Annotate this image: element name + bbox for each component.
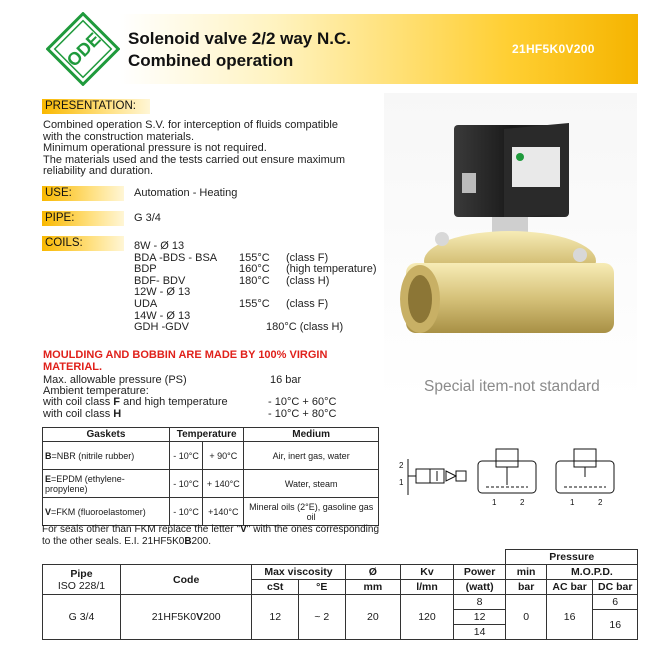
product-code: 21HF5K0V200 [512, 42, 595, 56]
warning-line: MOULDING AND BOBBIN ARE MADE BY 100% VIRGIN [43, 349, 328, 361]
coil-temp: 160°C [239, 263, 270, 276]
ambient-h-class: H [113, 407, 122, 420]
temperature-header: Temperature [170, 428, 244, 442]
coil-temp: 155°C [239, 297, 270, 310]
coil-class: (class H) [286, 274, 330, 287]
coil-type: BDA -BDS - BSA [134, 251, 218, 264]
presentation-text [43, 120, 345, 178]
product-photo [384, 93, 637, 401]
power-value: 12 [453, 610, 506, 625]
dc-value: 6 [593, 595, 638, 610]
pipe-label: PIPE: [42, 211, 124, 226]
presentation-line: with the construction materials. [43, 130, 195, 143]
e-value: ~ 2 [299, 595, 346, 640]
ambient-f-class: F [113, 396, 121, 409]
coil-temp: 155°C [239, 251, 270, 264]
gasket-table-header [43, 428, 379, 442]
coil-temp: 180°C (class H) [266, 321, 344, 334]
dc-header: DC bar [593, 580, 638, 595]
material-warning [43, 349, 327, 373]
pressure-header: Pressure [506, 550, 638, 565]
specs [43, 375, 336, 420]
gasket-tmax: +140°C [203, 498, 244, 526]
gasket-medium: Water, steam [244, 470, 379, 498]
spec-table [42, 549, 638, 640]
gasket-code: E [45, 473, 52, 484]
kv-header: Kv [401, 565, 454, 580]
ambient-f-pre: with coil class [43, 396, 114, 409]
presentation-label: PRESENTATION: [42, 99, 150, 114]
bar-header: bar [506, 580, 546, 595]
min-value: 0 [506, 595, 546, 640]
presentation-line: The materials used and the tests carried out ensure maximum [43, 153, 346, 166]
use-label: USE: [42, 186, 124, 201]
diameter-header: Ø [345, 565, 401, 580]
use-value: Automation - Heating [134, 187, 238, 199]
ambient-h-pre: with coil class [43, 407, 114, 420]
dc-value: 16 [593, 610, 638, 640]
logo-text: ODE [62, 28, 105, 71]
min-header: min [506, 565, 546, 580]
lmn-header: l/mn [401, 580, 454, 595]
coil-type: GDH -GDV [134, 321, 189, 334]
port-1-label: 1 [492, 498, 497, 507]
coil-type: BDP [134, 263, 157, 276]
port-2-label: 2 [598, 498, 603, 507]
presentation-line: Combined operation S.V. for interception of fluids compatible [43, 119, 338, 131]
table-row [43, 595, 638, 610]
pipe-subheader: ISO 228/1 [57, 579, 106, 592]
page-title [128, 28, 351, 72]
mm-header: mm [345, 580, 401, 595]
power-header: Power [453, 565, 506, 580]
port-2-label: 2 [520, 498, 525, 507]
coil-row [134, 322, 377, 334]
gaskets-header: Gaskets [43, 428, 170, 442]
max-pressure-value: 16 bar [270, 374, 302, 386]
coil-type: 12W - Ø 13 [134, 286, 191, 299]
valve-section-open [554, 447, 616, 507]
gasket-name: =NBR (nitrile rubber) [51, 450, 135, 461]
kv-value: 120 [401, 595, 454, 640]
presentation-line: reliability and duration. [43, 165, 154, 178]
port-1-label: 1 [399, 478, 404, 487]
coil-temp: 180°C [239, 274, 270, 287]
gasket-medium: Mineral oils (2°E), gasoline gas oil [244, 498, 379, 526]
table-row [43, 470, 379, 498]
watt-header: (watt) [453, 580, 506, 595]
valve-illustration [384, 93, 637, 401]
coil-row [134, 241, 377, 253]
gasket-tmax: + 140°C [203, 470, 244, 498]
mm-value: 20 [345, 595, 401, 640]
table-row [43, 442, 379, 470]
gasket-medium: Air, inert gas, water [244, 442, 379, 470]
coil-type: UDA [134, 297, 158, 310]
ambient-f-value: - 10°C + 60°C [268, 396, 337, 409]
iso-symbol-diagram [398, 445, 468, 497]
coils-label: COILS: [42, 236, 124, 251]
photo-caption: Special item-not standard [424, 378, 600, 395]
code-value: 21HF5K0V200 [120, 595, 252, 640]
pipe-header: Pipe [70, 567, 93, 580]
warning-line: MATERIAL. [43, 361, 103, 373]
max-pressure-label: Max. allowable pressure (PS) [43, 374, 187, 386]
gasket-tmax: + 90°C [203, 442, 244, 470]
gasket-name: =EPDM (ethylene-propylene) [45, 473, 125, 494]
gasket-code: V [45, 506, 52, 517]
presentation-line: Minimum operational pressure is not required. [43, 142, 267, 155]
coil-type: 14W - Ø 13 [134, 309, 191, 322]
ambient-h-value: - 10°C + 80°C [268, 407, 337, 420]
cst-header: cSt [252, 580, 299, 595]
coil-class: (class F) [286, 297, 329, 310]
gasket-table [42, 427, 379, 526]
pipe-value: G 3/4 [43, 595, 121, 640]
title-line-2: Combined operation [128, 51, 294, 70]
port-1-label: 1 [570, 498, 575, 507]
viscosity-header: Max viscosity [252, 565, 345, 580]
ambient-label: Ambient temperature: [43, 385, 149, 398]
coil-class: (class F) [286, 251, 329, 264]
coil-class: (high temperature) [286, 263, 377, 276]
seal-note: For seals other than FKM replace the letter "V" with the ones corresponding to the other seals. E.I. 21HF5K0B200. [42, 524, 380, 547]
valve-section-closed [476, 447, 538, 507]
title-line-1: Solenoid valve 2/2 way N.C. [128, 29, 351, 48]
coil-type: BDF- BDV [134, 274, 186, 287]
pipe-value: G 3/4 [134, 212, 161, 224]
gasket-code: B [45, 450, 52, 461]
code-header: Code [120, 565, 252, 595]
coil-type: 8W - Ø 13 [134, 240, 185, 252]
ambient-f-post: and high temperature [120, 396, 228, 409]
gasket-tmin: - 10°C [170, 470, 203, 498]
gasket-tmin: - 10°C [170, 498, 203, 526]
gasket-name: =FKM (fluoroelastomer) [51, 506, 146, 517]
table-row [43, 498, 379, 526]
ac-header: AC bar [546, 580, 593, 595]
medium-header: Medium [244, 428, 379, 442]
gasket-tmin: - 10°C [170, 442, 203, 470]
ac-value: 16 [546, 595, 593, 640]
port-2-label: 2 [399, 461, 404, 470]
cst-value: 12 [252, 595, 299, 640]
power-value: 14 [453, 625, 506, 640]
e-header: °E [299, 580, 346, 595]
coils-list [134, 241, 377, 334]
power-value: 8 [453, 595, 506, 610]
mopd-header: M.O.P.D. [546, 565, 637, 580]
ode-logo [46, 12, 120, 86]
